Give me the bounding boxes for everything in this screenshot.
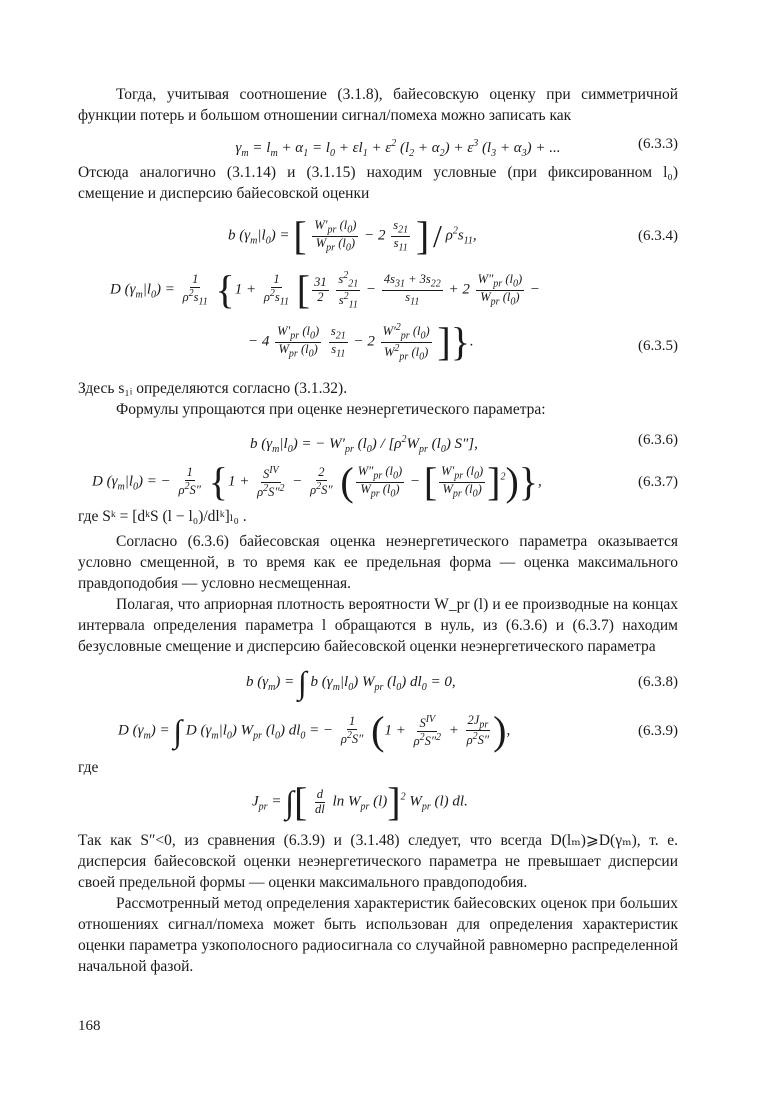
paragraph-9: Так как S″<0, из сравнения (6.3.9) и (3.1.48) следует, что всегда D(lₘ)⩾D(γₘ), т. е. дисперсия байесовской оценки неэнергетического параметра не превышает дисперсии своей предельной формы — оценки максимального правдоподобия.: [78, 832, 678, 891]
equation-6-3-4: b $(\gamma_m|l_0)$ = [ $\frac{W'_{pr} (l_0)}{W_{pr} (l_0)}$ − 2 $\frac{s_{21}}{s_{11}}$ ] / $\rho^2s_{11}$, (6.3.4): [228, 213, 678, 258]
equation-number: (6.3.4): [638, 228, 678, 244]
equation-6-3-5: D $(\gamma_m|l_0)$ = $\frac{1}{\rho^2s_{11}}$ {1 + $\frac{1}{\rho^2s_{11}}$ [ $\frac{31}{2}$ $\frac{s^2_{21}}{s^2_{11}}$ − $\frac{4s_{31} + 3s_{22}}{s_{11}}$ + 2 $\frac{W''_{pr} (l_0)}{W_{pr} (l_0)}$ − − 4 $\frac{W'_{pr} (l_0)}{W_{pr} (l_0)}$ $\frac{s_{21}}{s_{11}}$ − 2 $\frac{W'^2_{pr} (l_0)}{W^2_{pr} (l_0)}$ ]}. (6.3.5): [110, 267, 678, 365]
equation-number: (6.3.8): [638, 674, 678, 690]
page-body: [78, 84, 678, 977]
equation-j-pr: $J_{pr}$ = ∫[ $\frac{d}{dl}$ $\ln W_{pr}$ (l)]$^2$ $W_{pr}$ (l) dl.: [252, 779, 468, 824]
equation-6-3-3: $\gamma_m = l_m + \alpha_1 = l_0 + \varepsilon l_1 + \varepsilon^2$ $(l_2 + \alpha_2) + \varepsilon^3$ $(l_3 + \alpha_3)$ + ... (6.3.3): [78, 126, 678, 162]
page-number: 168: [78, 1018, 101, 1034]
paragraph-2: Отсюда аналогично (3.1.14) и (3.1.15) находим условные (при фиксированном l₀) смещение и дисперсию байесовской оценки: [78, 164, 678, 202]
paragraph-8: где: [78, 759, 99, 776]
paragraph-5: где Sᵏ = [dᵏS (l − l₀)/dlᵏ]ₗ₀ .: [78, 508, 247, 525]
equation-number: (6.3.5): [638, 338, 678, 354]
equation-6-3-7: D $(\gamma_m|l_0)$ = − $\frac{1}{\rho^2S''}$ {1 + $\frac{S^{IV}}{\rho^2S''^2}$ − $\frac{2}{\rho^2S''}$ ( $\frac{W''_{pr} (l_0)}{W_{pr} (l_0)}$ − [ $\frac{W'_{pr} (l_0)}{W_{pr} (l_0)}$ ]$^2$)}, (6.3.7): [92, 459, 678, 504]
equation-number: (6.3.9): [638, 723, 678, 739]
paragraph-3: Здесь s₁ᵢ определяются согласно (3.1.32).: [78, 380, 348, 397]
equation-number: (6.3.3): [638, 136, 678, 152]
equation-6-3-8: b $(\gamma_m)$ = ∫ b $(\gamma_m|l_0)$ $W_{pr}$ $(l_0) dl_0 = 0$, (6.3.8): [78, 657, 678, 707]
equation-number: (6.3.6): [638, 432, 678, 448]
equation-number: (6.3.7): [638, 474, 678, 490]
equation-6-3-9: D $(\gamma_m)$ = ∫ D $(\gamma_m|l_0)$ $W_{pr}$ $(l_0) dl_0$ = − $\frac{1}{\rho^2S''}$ (1 + $\frac{S^{IV}}{\rho^2S''^2}$ + $\frac{2J_{pr}}{\rho^2S''}$ ), (6.3.9): [118, 708, 678, 753]
paragraph-1: Тогда, учитывая соотношение (3.1.8), байесовскую оценку при симметричной функции потерь и большом отношении сигнал/помеха можно записать как: [78, 86, 678, 124]
paragraph-7: Полагая, что априорная плотность вероятности W_pr (l) и ее производные на концах интервала определения параметра l обращаются в нуль, из (6.3.6) и (6.3.7) находим безусловные смещение и дисперсию байесовской оценки неэнергетического параметра: [78, 596, 678, 655]
equation-6-3-6: b $(\gamma_m|l_0)$ = − $W'_{pr}$ $(l_0) / [\rho^2W_{pr}$ $(l_0)$ S″], (6.3.6): [78, 420, 678, 460]
paragraph-10: Рассмотренный метод определения характеристик байесовских оценок при больших отношениях сигнал/помеха может быть использован для определения характеристик оценки параметра узкополосного радиосигнала со случайной равномерно распределенной начальной фазой.: [78, 895, 678, 975]
paragraph-6: Согласно (6.3.6) байесовская оценка неэнергетического параметра оказывается условно смещенной, в то время как ее предельная форма — оценка максимального правдоподобия — условно несмещенная.: [78, 533, 678, 592]
paragraph-4: Формулы упрощаются при оценке неэнергетического параметра:: [116, 401, 546, 418]
